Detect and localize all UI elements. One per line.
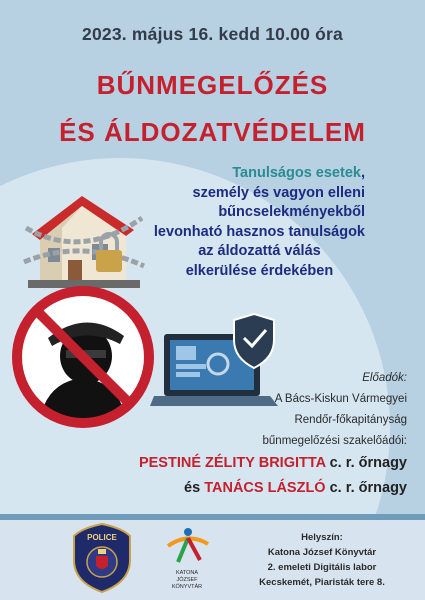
venue-label: Helyszín: (301, 532, 343, 543)
desc-line-6: elkerülése érdekében (185, 262, 334, 279)
speakers-label: Előadók: (362, 372, 407, 384)
venue-line-3: Kecskemét, Piaristák tere 8. (259, 577, 385, 588)
police-logo-text: POLICE (87, 533, 117, 542)
venue-block (237, 530, 407, 590)
desc-highlight: Tanulságos esetek (232, 165, 361, 181)
venue-line-1: Katona József Könyvtár (267, 547, 377, 558)
desc-line-1 (154, 164, 365, 184)
desc-line-5: az áldozattá válás (198, 243, 321, 259)
title-line-1: BŰNMEGELŐZÉS (96, 70, 329, 100)
speakers-line-1: A Bács-Kiskun Vármegyei (274, 393, 407, 405)
event-date: 2023. május 16. kedd 10.00 óra (82, 24, 343, 44)
prohibited-burglar-illustration (8, 282, 158, 432)
footer-divider (0, 514, 425, 520)
venue-line-2: 2. emeleti Digitális labor (267, 562, 377, 573)
desc-comma: , (360, 165, 365, 181)
speaker-1 (139, 451, 407, 476)
library-logo-text-3: KÖNYVTÁR (171, 584, 203, 590)
title-line-2: ÉS ÁLDOZATVÉDELEM (59, 117, 366, 147)
speaker-1-name: PESTINÉ ZÉLITY BRIGITTA (138, 455, 326, 471)
speaker-2-name: TANÁCS LÁSZLÓ (204, 480, 326, 496)
speakers-line-3: bűnmegelőzési szakelőádói: (262, 435, 407, 447)
desc-line-2: személy és vagyon elleni (192, 184, 365, 201)
event-description (154, 164, 365, 281)
locked-house-illustration (22, 188, 150, 294)
speakers-line-2: Rendőr-főkapitányság (294, 414, 407, 426)
police-badge-logo (70, 522, 134, 594)
speaker-2-rank: c. r. őrnagy (325, 480, 407, 496)
library-logo-text-2: JÓZSEF (176, 577, 198, 583)
speaker-names (139, 451, 407, 501)
speaker-2 (139, 476, 407, 501)
desc-line-4: levonható hasznos tanulságok (153, 223, 365, 240)
speaker-2-prefix: és (184, 480, 205, 496)
speakers-block (263, 368, 407, 452)
library-logo-text-1: KATONA (175, 570, 199, 576)
speaker-1-rank: c. r. őrnagy (325, 455, 407, 471)
library-logo (158, 524, 216, 592)
desc-line-3: bűncselekményekből (218, 204, 365, 220)
